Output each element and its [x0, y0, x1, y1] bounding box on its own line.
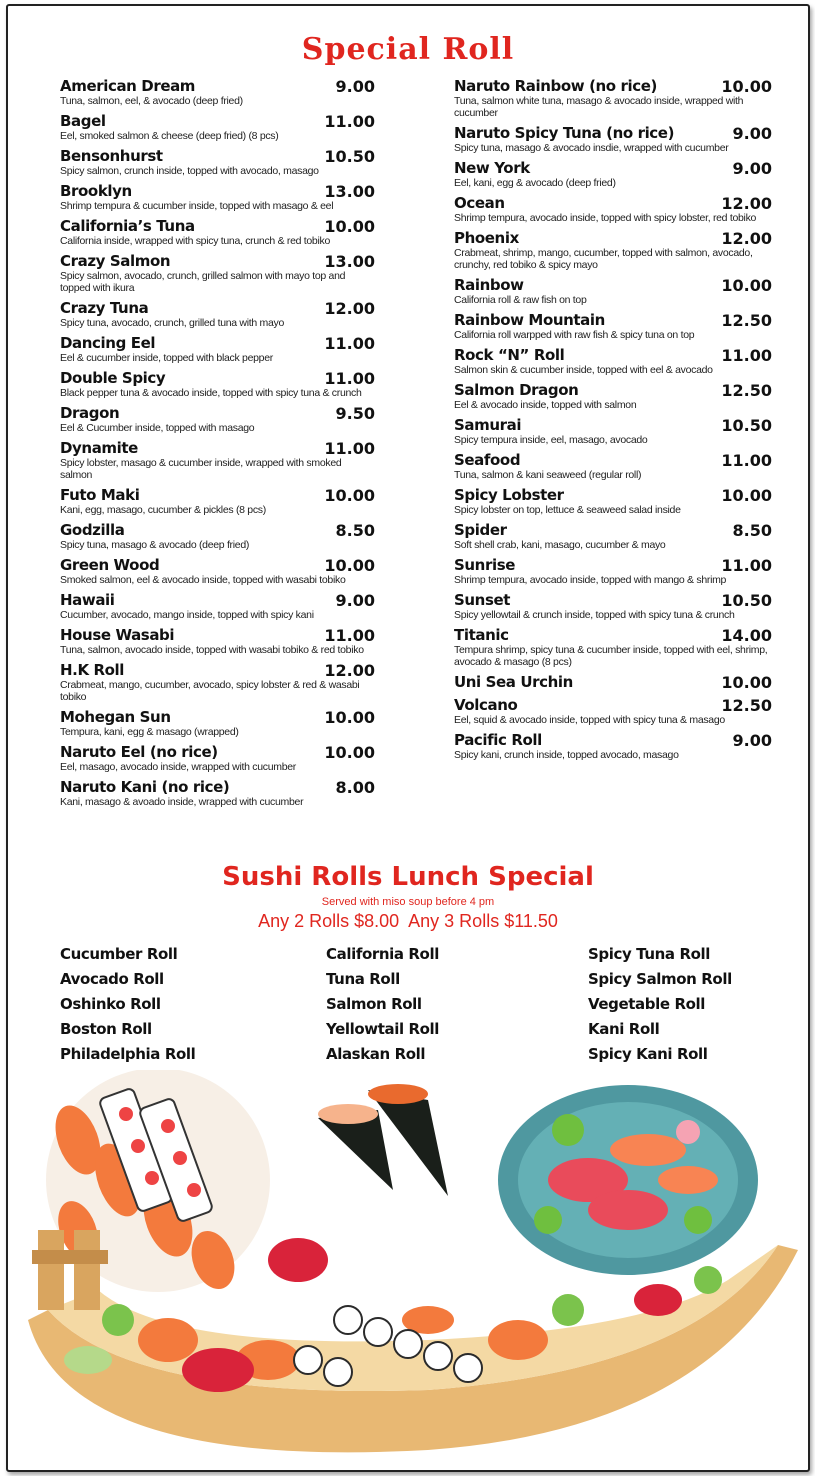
menu-item-price: 10.00 [324, 486, 375, 505]
menu-item-description: Eel, smoked salmon & cheese (deep fried) (8 pcs) [60, 130, 279, 142]
menu-item-description: Spicy tuna, masago & avocado (deep fried) [60, 539, 250, 551]
menu-item-description: Kani, egg, masago, cucumber & pickles (8 pcs) [60, 504, 266, 516]
menu-item-name: Green Wood [60, 556, 160, 574]
menu-item-description: Spicy yellowtail & crunch inside, topped with spicy tuna & crunch [454, 609, 735, 621]
menu-item-name: Volcano [454, 696, 518, 714]
menu-item-price: 11.00 [324, 369, 375, 388]
lunch-rolls-column-1 [60, 942, 195, 1067]
menu-item-price: 11.00 [324, 439, 375, 458]
menu-item-name: Dynamite [60, 439, 138, 457]
menu-item-description: California roll warpped with raw fish & spicy tuna on top [454, 329, 695, 341]
menu-item [60, 113, 375, 142]
menu-item-price: 11.00 [721, 451, 772, 470]
menu-item-name: Hawaii [60, 591, 115, 609]
menu-item-price: 9.00 [335, 77, 375, 96]
menu-item-description: Eel, kani, egg & avocado (deep fried) [454, 177, 616, 189]
menu-item-name: Brooklyn [60, 182, 132, 200]
menu-item-name: Godzilla [60, 521, 125, 539]
menu-item-price: 13.00 [324, 182, 375, 201]
menu-item-name: Crazy Tuna [60, 299, 149, 317]
menu-item-description: Tempura, kani, egg & masago (wrapped) [60, 726, 239, 738]
lunch-roll-item: Vegetable Roll [588, 995, 705, 1013]
menu-item-price: 11.00 [324, 626, 375, 645]
menu-item-name: Sunset [454, 591, 511, 609]
menu-item-description: California inside, wrapped with spicy tuna, crunch & red tobiko [60, 235, 330, 247]
menu-item-description: California roll & raw fish on top [454, 294, 587, 306]
menu-item [60, 405, 375, 434]
menu-item [60, 487, 375, 516]
lunch-roll-item: Yellowtail Roll [326, 1020, 440, 1038]
sashimi-plate-photo [498, 1085, 758, 1275]
menu-item-price: 12.00 [721, 194, 772, 213]
lunch-roll-item: Spicy Tuna Roll [588, 945, 710, 963]
menu-item-price: 10.00 [324, 743, 375, 762]
menu-item-price: 12.00 [721, 229, 772, 248]
menu-item-price: 10.00 [721, 673, 772, 692]
menu-item-description: Salmon skin & cucumber inside, topped with eel & avocado [454, 364, 713, 376]
menu-item-price: 12.50 [721, 311, 772, 330]
menu-item-description: Spicy lobster, masago & cucumber inside, wrapped with smoked salmon [60, 457, 342, 481]
lunch-roll-item: Spicy Kani Roll [588, 1045, 708, 1063]
menu-item [454, 347, 772, 376]
menu-item [60, 592, 375, 621]
menu-item-name: Bensonhurst [60, 147, 163, 165]
menu-item [60, 440, 375, 481]
menu-item [454, 522, 772, 551]
menu-item-price: 12.00 [324, 299, 375, 318]
menu-item [454, 452, 772, 481]
menu-item-description: Crabmeat, mango, cucumber, avocado, spicy lobster & red & wasabi tobiko [60, 679, 360, 703]
lunch-special-title: Sushi Rolls Lunch Special [222, 862, 594, 892]
menu-item-description: Tuna, salmon, eel, & avocado (deep fried) [60, 95, 243, 107]
menu-item-price: 10.00 [721, 486, 772, 505]
menu-item-name: Samurai [454, 416, 522, 434]
menu-item-name: H.K Roll [60, 661, 125, 679]
lunch-roll-item: Philadelphia Roll [60, 1045, 196, 1063]
sushi-photos [8, 1070, 808, 1470]
menu-item-price: 14.00 [721, 626, 772, 645]
menu-item-price: 11.00 [324, 334, 375, 353]
menu-item [454, 312, 772, 341]
menu-item [60, 300, 375, 329]
lunch-roll-item: Kani Roll [588, 1020, 660, 1038]
menu-item [454, 230, 772, 271]
menu-item-price: 10.00 [324, 556, 375, 575]
menu-item [454, 697, 772, 726]
menu-item-name: Uni Sea Urchin [454, 673, 573, 691]
menu-item-name: Naruto Kani (no rice) [60, 778, 230, 796]
menu-item [60, 218, 375, 247]
lunch-special-subtitle: Served with miso soup before 4 pm [321, 896, 495, 908]
menu-item [454, 487, 772, 516]
menu-item-name: California’s Tuna [60, 217, 195, 235]
menu-item-name: Naruto Eel (no rice) [60, 743, 218, 761]
menu-item-description: Eel, squid & avocado inside, topped with spicy tuna & masago [454, 714, 725, 726]
menu-item-name: Ocean [454, 194, 505, 212]
lunch-special-header [8, 862, 808, 932]
menu-item-name: Futo Maki [60, 486, 140, 504]
lunch-roll-item: Alaskan Roll [326, 1045, 426, 1063]
menu-item [454, 160, 772, 189]
menu-item-price: 10.50 [721, 416, 772, 435]
special-roll-title: Special Roll [301, 32, 515, 67]
menu-item-description: Spicy tuna, masago & avocado insdie, wrapped with cucumber [454, 142, 729, 154]
menu-item-description: Tuna, salmon white tuna, masago & avocado inside, wrapped with cucumber [454, 95, 744, 119]
menu-item-name: Rainbow [454, 276, 524, 294]
menu-item-name: Naruto Spicy Tuna (no rice) [454, 124, 675, 142]
lunch-roll-item: Oshinko Roll [60, 995, 161, 1013]
menu-item [60, 370, 375, 399]
menu-item-name: Salmon Dragon [454, 381, 579, 399]
menu-item [454, 195, 772, 224]
menu-item-name: Rock “N” Roll [454, 346, 565, 364]
menu-item-price: 11.00 [324, 112, 375, 131]
menu-item-price: 11.00 [721, 346, 772, 365]
menu-item-price: 13.00 [324, 252, 375, 271]
menu-item [454, 277, 772, 306]
lunch-rolls-column-3 [588, 942, 732, 1067]
menu-item-description: Spicy kani, crunch inside, topped avocado, masago [454, 749, 679, 761]
menu-item-name: Naruto Rainbow (no rice) [454, 77, 657, 95]
menu-item [454, 592, 772, 621]
lunch-roll-item: Salmon Roll [326, 995, 422, 1013]
menu-item-name: Crazy Salmon [60, 252, 171, 270]
menu-item-price: 9.00 [732, 124, 772, 143]
menu-item-price: 10.50 [721, 591, 772, 610]
menu-item-price: 10.00 [721, 276, 772, 295]
menu-item-name: Bagel [60, 112, 106, 130]
lunch-roll-item: Boston Roll [60, 1020, 152, 1038]
menu-item-price: 12.50 [721, 381, 772, 400]
menu-item-description: Tuna, salmon, avocado inside, topped with wasabi tobiko & red tobiko [60, 644, 364, 656]
menu-item-description: Black pepper tuna & avocado inside, topped with spicy tuna & crunch [60, 387, 362, 399]
menu-item-name: Spider [454, 521, 507, 539]
menu-item [454, 674, 772, 691]
menu-item-name: House Wasabi [60, 626, 175, 644]
menu-item-name: Dancing Eel [60, 334, 156, 352]
menu-item-price: 10.50 [324, 147, 375, 166]
menu-item-name: Sunrise [454, 556, 516, 574]
menu-item-name: Pacific Roll [454, 731, 542, 749]
lunch-rolls-column-2 [326, 942, 439, 1067]
menu-item-description: Shrimp tempura, avocado inside, topped with spicy lobster, red tobiko [454, 212, 757, 224]
menu-item [454, 78, 772, 119]
menu-item [454, 382, 772, 411]
menu-item-description: Crabmeat, shrimp, mango, cucumber, topped with salmon, avocado, crunchy, red tobiko & spicy mayo [454, 247, 753, 271]
lunch-roll-item: Cucumber Roll [60, 945, 178, 963]
menu-item [454, 125, 772, 154]
special-roll-right-column [454, 78, 772, 767]
menu-item-name: American Dream [60, 77, 196, 95]
menu-item [60, 557, 375, 586]
menu-item-name: New York [454, 159, 530, 177]
menu-item-price: 8.00 [335, 778, 375, 797]
menu-item-description: Smoked salmon, eel & avocado inside, topped with wasabi tobiko [60, 574, 346, 586]
menu-item [60, 183, 375, 212]
menu-item [60, 78, 375, 107]
lunch-special-offer: Any 2 Rolls $8.00 Any 3 Rolls $11.50 [258, 911, 558, 931]
menu-item-description: Spicy salmon, avocado, crunch, grilled salmon with mayo top and topped with ikura [60, 270, 346, 294]
menu-item-name: Dragon [60, 404, 120, 422]
menu-item-description: Eel & cucumber inside, topped with black pepper [60, 352, 273, 364]
menu-item [454, 417, 772, 446]
menu-item-name: Seafood [454, 451, 521, 469]
menu-item-description: Spicy tempura inside, eel, masago, avocado [454, 434, 648, 446]
menu-item [60, 779, 375, 808]
lunch-roll-item: Tuna Roll [326, 970, 400, 988]
menu-item [454, 627, 772, 668]
menu-item [60, 662, 375, 703]
menu-item [60, 522, 375, 551]
menu-item [60, 744, 375, 773]
menu-item-price: 9.00 [732, 159, 772, 178]
menu-item [60, 148, 375, 177]
menu-item-price: 11.00 [721, 556, 772, 575]
lunch-roll-item: Spicy Salmon Roll [588, 970, 732, 988]
menu-item-price: 12.50 [721, 696, 772, 715]
menu-item [60, 627, 375, 656]
menu-item-description: Kani, masago & avoado inside, wrapped with cucumber [60, 796, 304, 808]
menu-item-description: Tuna, salmon & kani seaweed (regular roll) [454, 469, 642, 481]
menu-item-description: Eel & avocado inside, topped with salmon [454, 399, 637, 411]
menu-item-description: Eel, masago, avocado inside, wrapped with cucumber [60, 761, 296, 773]
menu-item-name: Phoenix [454, 229, 519, 247]
menu-item-description: Shrimp tempura, avocado inside, topped with mango & shrimp [454, 574, 727, 586]
menu-item-description: Spicy salmon, crunch inside, topped with avocado, masago [60, 165, 319, 177]
menu-item-description: Soft shell crab, kani, masago, cucumber & mayo [454, 539, 666, 551]
menu-item [60, 709, 375, 738]
menu-item [454, 557, 772, 586]
menu-item-name: Rainbow Mountain [454, 311, 605, 329]
menu-item-price: 10.00 [721, 77, 772, 96]
menu-item-name: Titanic [454, 626, 509, 644]
menu-item-price: 10.00 [324, 708, 375, 727]
lunch-roll-item: California Roll [326, 945, 439, 963]
menu-item [454, 732, 772, 761]
menu-item-price: 12.00 [324, 661, 375, 680]
menu-item-description: Tempura shrimp, spicy tuna & cucumber inside, topped with eel, shrimp, avocado & masago (8 pcs) [454, 644, 768, 668]
special-roll-left-column [60, 78, 375, 814]
menu-item-name: Mohegan Sun [60, 708, 171, 726]
menu-item [60, 335, 375, 364]
menu-item-description: Cucumber, avocado, mango inside, topped with spicy kani [60, 609, 314, 621]
hand-roll-photo [318, 1084, 448, 1196]
menu-page [6, 4, 810, 1472]
menu-item-price: 9.00 [732, 731, 772, 750]
menu-item [60, 253, 375, 294]
menu-item-description: Eel & Cucumber inside, topped with masago [60, 422, 255, 434]
menu-item-price: 10.00 [324, 217, 375, 236]
menu-item-price: 9.00 [335, 591, 375, 610]
menu-item-name: Spicy Lobster [454, 486, 564, 504]
menu-item-description: Spicy tuna, avocado, crunch, grilled tuna with mayo [60, 317, 284, 329]
menu-item-price: 8.50 [335, 521, 375, 540]
lunch-roll-item: Avocado Roll [60, 970, 164, 988]
menu-item-price: 8.50 [732, 521, 772, 540]
menu-item-name: Double Spicy [60, 369, 166, 387]
menu-item-price: 9.50 [335, 404, 375, 423]
menu-item-description: Shrimp tempura & cucumber inside, topped with masago & eel [60, 200, 334, 212]
menu-item-description: Spicy lobster on top, lettuce & seaweed salad inside [454, 504, 681, 516]
